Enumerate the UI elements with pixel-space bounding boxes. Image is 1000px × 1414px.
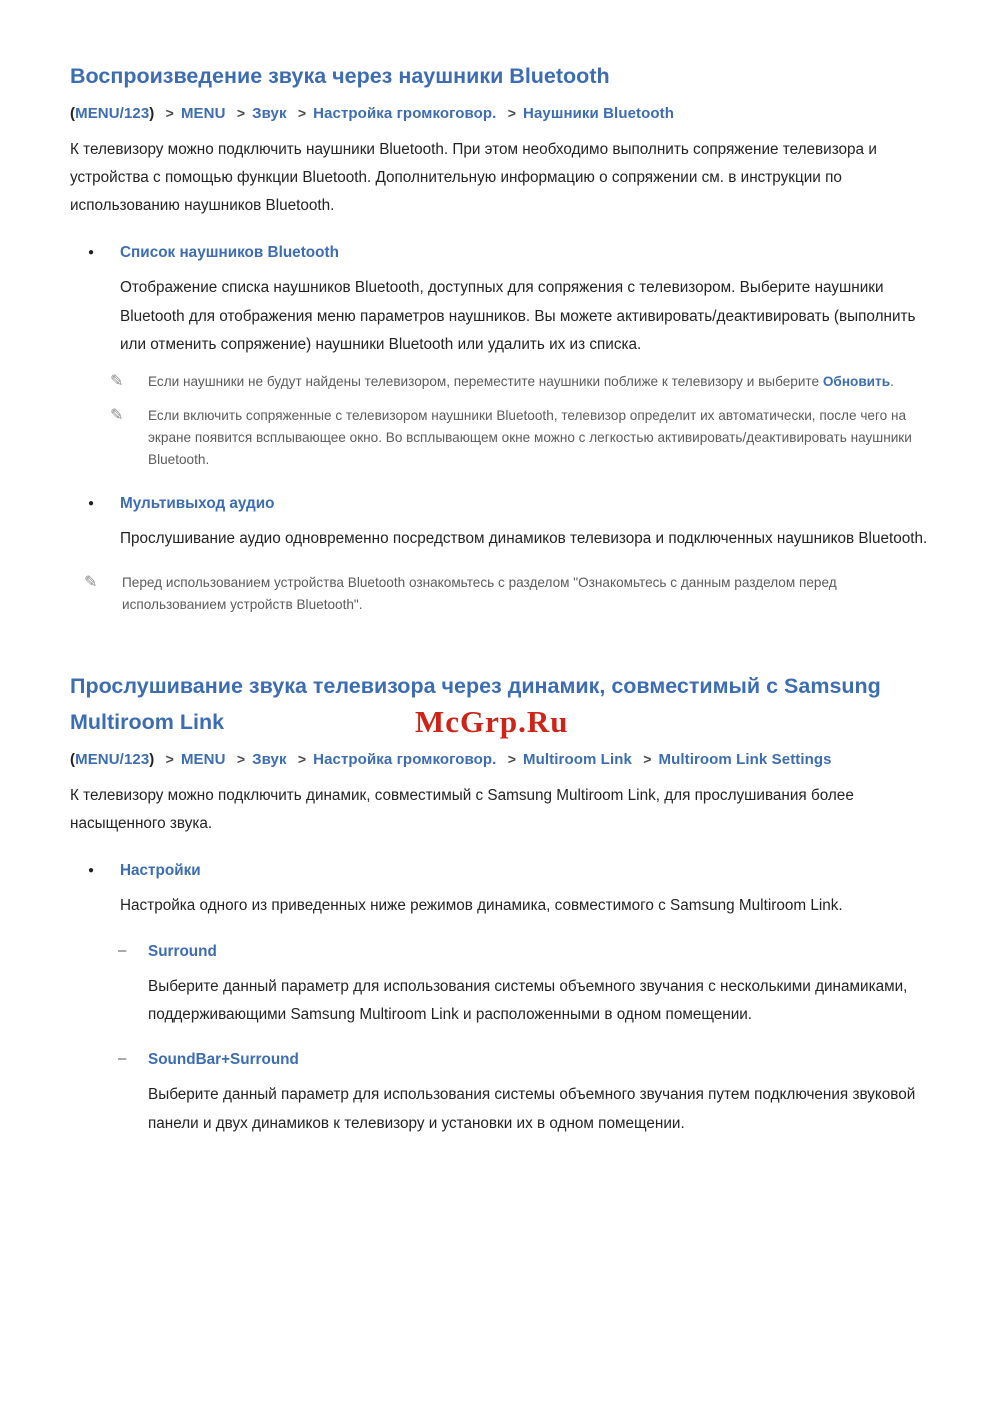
breadcrumb-item-multiroom-link-settings: Multiroom Link Settings — [658, 750, 832, 768]
breadcrumb-close-paren: ) — [149, 104, 155, 122]
intro-paragraph-multiroom: К телевизору можно подключить динамик, совместимый с Samsung Multiroom Link, для прослушивания более насыщенного звука. — [70, 786, 854, 833]
bullet-audio-multi-output — [70, 491, 930, 517]
chevron-right-icon: > — [236, 750, 246, 767]
subitem-title-surround: Surround — [148, 942, 217, 960]
subitem-surround — [118, 939, 930, 965]
breadcrumb-multiroom — [70, 751, 930, 768]
bullet-bt-headphone-list — [70, 240, 930, 266]
bullet-icon: ● — [88, 865, 95, 877]
breadcrumb-item-speaker-settings: Настройка громкоговор. — [313, 104, 497, 122]
paragraph-surround: Выберите данный параметр для использования системы объемного звучания с несколькими динамиками, поддерживающими Samsung Multiroom Link и расположенными в одном помещении. — [148, 977, 908, 1023]
pencil-icon: ✎ — [110, 373, 124, 391]
breadcrumb-bluetooth — [70, 105, 930, 122]
chevron-right-icon: > — [507, 104, 517, 121]
breadcrumb-item-sound: Звук — [252, 104, 287, 122]
chevron-right-icon: > — [236, 104, 246, 121]
breadcrumb-open-paren: ( — [70, 750, 76, 768]
chevron-right-icon: > — [165, 104, 174, 121]
breadcrumb-item-menu: MENU — [180, 104, 226, 122]
bullet-title-settings: Настройки — [120, 862, 201, 880]
note-refresh-suffix: . — [890, 374, 894, 390]
bullet-settings — [70, 858, 930, 884]
breadcrumb-item-multiroom-link: Multiroom Link — [523, 750, 632, 768]
chevron-right-icon: > — [507, 750, 517, 767]
bullet-icon: ● — [88, 498, 95, 510]
subitem-soundbar-surround — [118, 1047, 930, 1073]
subitem-title-soundbar-surround: SoundBar+Surround — [148, 1051, 299, 1069]
dash-icon: – — [118, 1050, 127, 1068]
chevron-right-icon: > — [643, 750, 652, 767]
pencil-icon: ✎ — [110, 407, 124, 425]
chevron-right-icon: > — [297, 750, 307, 767]
note-text: Перед использованием устройства Bluetooth ознакомьтесь с разделом "Ознакомьтесь с данным разделом перед использованием устройств Bluetooth". — [122, 574, 837, 612]
bullet-icon: ● — [88, 247, 95, 259]
note-refresh — [110, 371, 930, 393]
breadcrumb-item-sound: Звук — [252, 750, 287, 768]
chevron-right-icon: > — [165, 750, 174, 767]
intro-paragraph-bluetooth: К телевизору можно подключить наушники Bluetooth. При этом необходимо выполнить сопряжение телевизора и устройства с помощью функции Bluetooth. Дополнительную информацию о сопряжении см. в инструкции по использованию наушников Bluetooth. — [70, 140, 877, 215]
breadcrumb-root: MENU/123 — [75, 104, 150, 122]
paragraph-soundbar-surround: Выберите данный параметр для использования системы объемного звучания путем подключения звуковой панели и двух динамиков к телевизору и установки их в одном помещении. — [148, 1086, 916, 1132]
breadcrumb-item-bt-headphones: Наушники Bluetooth — [523, 104, 675, 122]
bullet-title-bt-headphone-list: Список наушников Bluetooth — [120, 244, 339, 262]
note-text: Если включить сопряженные с телевизором наушники Bluetooth, телевизор определит их автоматически, после чего на экране появится всплывающее окно. Во всплывающем окне можно с легкостью активировать/деактивировать наушники Bluetooth. — [148, 408, 912, 468]
inline-link-refresh: Обновить — [822, 374, 891, 390]
section-title-multiroom: Прослушивание звука телевизора через динамик, совместимый с Samsung Multiroom Link — [70, 673, 881, 735]
paragraph-bt-headphone-list: Отображение списка наушников Bluetooth, доступных для сопряжения с телевизором. Выберите наушники Bluetooth для отображения меню параметров наушников. Вы можете активировать/деактивировать (выполнить или отменить сопряжение) наушники Bluetooth или удалить их из списка. — [120, 279, 916, 354]
note-auto-detect — [110, 405, 930, 471]
watermark: McGrp.Ru — [415, 703, 569, 739]
paragraph-settings: Настройка одного из приведенных ниже режимов динамика, совместимого с Samsung Multiroom Link. — [120, 897, 843, 915]
note-refresh-text: Если наушники не будут найдены телевизором, переместите наушники поближе к телевизору и выберите — [148, 374, 820, 390]
note-read-before-use — [84, 572, 914, 616]
pencil-icon: ✎ — [84, 573, 98, 591]
section-multiroom — [70, 668, 930, 1138]
breadcrumb-open-paren: ( — [70, 104, 76, 122]
breadcrumb-item-menu: MENU — [180, 750, 226, 768]
chevron-right-icon: > — [297, 104, 307, 121]
dash-icon: – — [118, 941, 127, 959]
breadcrumb-close-paren: ) — [149, 750, 155, 768]
breadcrumb-item-speaker-settings: Настройка громкоговор. — [313, 750, 497, 768]
breadcrumb-root: MENU/123 — [75, 750, 150, 768]
section-title-bluetooth: Воспроизведение звука через наушники Bluetooth — [70, 64, 610, 88]
paragraph-audio-multi-output: Прослушивание аудио одновременно посредством динамиков телевизора и подключенных наушников Bluetooth. — [120, 530, 928, 548]
note-text — [148, 371, 894, 393]
bullet-title-audio-multi-output: Мультивыход аудио — [120, 495, 275, 513]
